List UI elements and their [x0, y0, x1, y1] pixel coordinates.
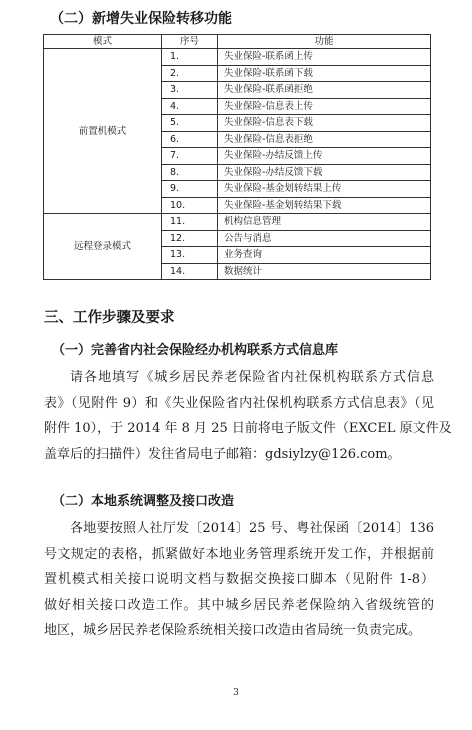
number-cell: 3.	[162, 82, 218, 99]
mode-cell: 前置机模式	[44, 49, 162, 214]
paragraph-line: 号文规定的表格，抓紧做好本地业务管理系统开发工作，并根据前	[44, 546, 434, 562]
number-cell: 6.	[162, 131, 218, 148]
number-cell: 13.	[162, 247, 218, 264]
page-number: 3	[233, 688, 239, 698]
function-cell: 机构信息管理	[218, 214, 431, 231]
header-number: 序号	[162, 35, 218, 49]
paragraph-line: 地区，城乡居民养老保险系统相关接口改造由省局统一负责完成。	[44, 623, 422, 638]
function-cell: 公告与消息	[218, 230, 431, 247]
number-cell: 12.	[162, 230, 218, 247]
subsection-1-paragraph	[44, 365, 452, 467]
number-cell: 8.	[162, 164, 218, 181]
function-cell: 失业保险-基金划转结果上传	[218, 181, 431, 198]
header-mode: 模式	[44, 35, 162, 49]
table-header-row	[44, 35, 431, 49]
number-cell: 4.	[162, 98, 218, 115]
function-cell: 失业保险-信息表下载	[218, 115, 431, 132]
number-cell: 9.	[162, 181, 218, 198]
paragraph-line: 盖章后的扫描件）发往省局电子邮箱：gdsiylzy@126.com。	[44, 446, 401, 462]
paragraph-line: 表》（见附件 9）和《失业保险省内社保机构联系方式信息表》（见	[44, 395, 434, 411]
number-cell: 10.	[162, 197, 218, 214]
number-cell: 11.	[162, 214, 218, 231]
function-cell: 数据统计	[218, 263, 431, 280]
function-cell: 失业保险-联系函上传	[218, 49, 431, 66]
function-cell: 失业保险-办结反馈下载	[218, 164, 431, 181]
paragraph-line: 置机模式相关接口说明文档与数据交换接口脚本（见附件 1-8）	[44, 572, 434, 587]
table-row	[44, 214, 431, 231]
paragraph-line: 各地要按照人社厅发〔2014〕25 号、粤社保函〔2014〕136	[70, 521, 434, 536]
header-function: 功能	[218, 35, 431, 49]
section-sub-title: （二）新增失业保险转移功能	[50, 11, 232, 27]
number-cell: 1.	[162, 49, 218, 66]
table-row	[44, 49, 431, 66]
subsection-1-title: （一）完善省内社会保险经办机构联系方式信息库	[52, 343, 339, 358]
number-cell: 5.	[162, 115, 218, 132]
function-cell: 失业保险-联系函下载	[218, 65, 431, 82]
table-body	[44, 49, 431, 280]
paragraph-line: 附件 10），于 2014 年 8 月 25 日前将电子版文件（EXCEL 原文件及	[44, 421, 452, 436]
paragraph-line: 请各地填写《城乡居民养老保险省内社保机构联系方式信息	[70, 370, 434, 385]
number-cell: 7.	[162, 148, 218, 165]
function-table-wrapper	[43, 34, 431, 280]
function-table	[43, 34, 431, 280]
paragraph-line: 做好相关接口改造工作。其中城乡居民养老保险纳入省级统管的	[44, 597, 434, 613]
function-cell: 失业保险-信息表上传	[218, 98, 431, 115]
number-cell: 2.	[162, 65, 218, 82]
mode-cell: 远程登录模式	[44, 214, 162, 280]
number-cell: 14.	[162, 263, 218, 280]
function-cell: 失业保险-办结反馈上传	[218, 148, 431, 165]
section-title: 三、工作步骤及要求	[44, 309, 175, 326]
function-cell: 失业保险-联系函拒绝	[218, 82, 431, 99]
function-cell: 业务查询	[218, 247, 431, 264]
function-cell: 失业保险-基金划转结果下载	[218, 197, 431, 214]
subsection-2-title: （二）本地系统调整及接口改造	[52, 494, 235, 509]
function-cell: 失业保险-信息表拒绝	[218, 131, 431, 148]
subsection-2-paragraph	[44, 516, 434, 644]
